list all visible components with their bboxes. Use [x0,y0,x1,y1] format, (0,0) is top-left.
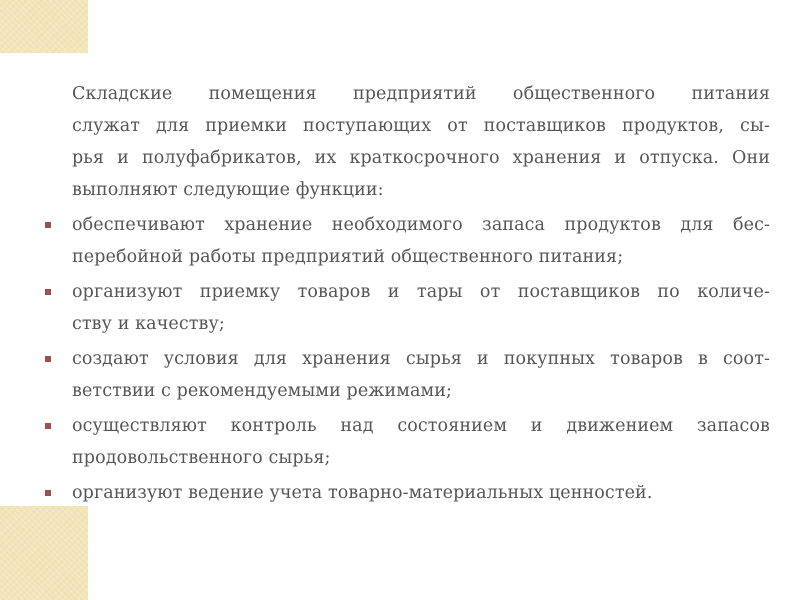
document-body [72,78,770,509]
intro-line: служат для приемки поступающих от поставщиков продуктов, сы- [72,116,770,136]
list-item-line: продовольственного сырья; [72,448,331,468]
list-item-line: ству и качеству; [72,314,225,334]
intro-paragraph [72,78,770,206]
list-item [72,410,770,474]
square-bullet-icon [45,490,51,496]
square-bullet-icon [45,423,51,429]
list-item [72,343,770,407]
functions-list [72,209,770,509]
square-bullet-icon [45,289,51,295]
list-item [72,477,770,509]
square-bullet-icon [45,356,51,362]
intro-line: выполняют следующие функции: [72,180,384,200]
list-item-line: ветствии с рекомендуемыми режимами; [72,381,452,401]
list-item-line: организуют приемку товаров и тары от поставщиков по количе- [72,282,770,302]
list-item-line: обеспечивают хранение необходимого запаса продуктов для бес- [72,215,770,235]
decorative-corner-top [0,0,88,53]
list-item [72,276,770,340]
list-item-line: осуществляют контроль над состоянием и движением запасов [72,416,770,436]
intro-line: Складские помещения предприятий общественного питания [72,84,770,104]
list-item-line: перебойной работы предприятий общественного питания; [72,247,624,267]
list-item-line: создают условия для хранения сырья и покупных товаров в соот- [72,349,770,369]
intro-line: рья и полуфабрикатов, их краткосрочного хранения и отпуска. Они [72,148,770,168]
square-bullet-icon [45,222,51,228]
list-item [72,209,770,273]
list-item-line: организуют ведение учета товарно-материальных ценностей. [72,483,653,503]
decorative-corner-bottom [0,506,88,600]
